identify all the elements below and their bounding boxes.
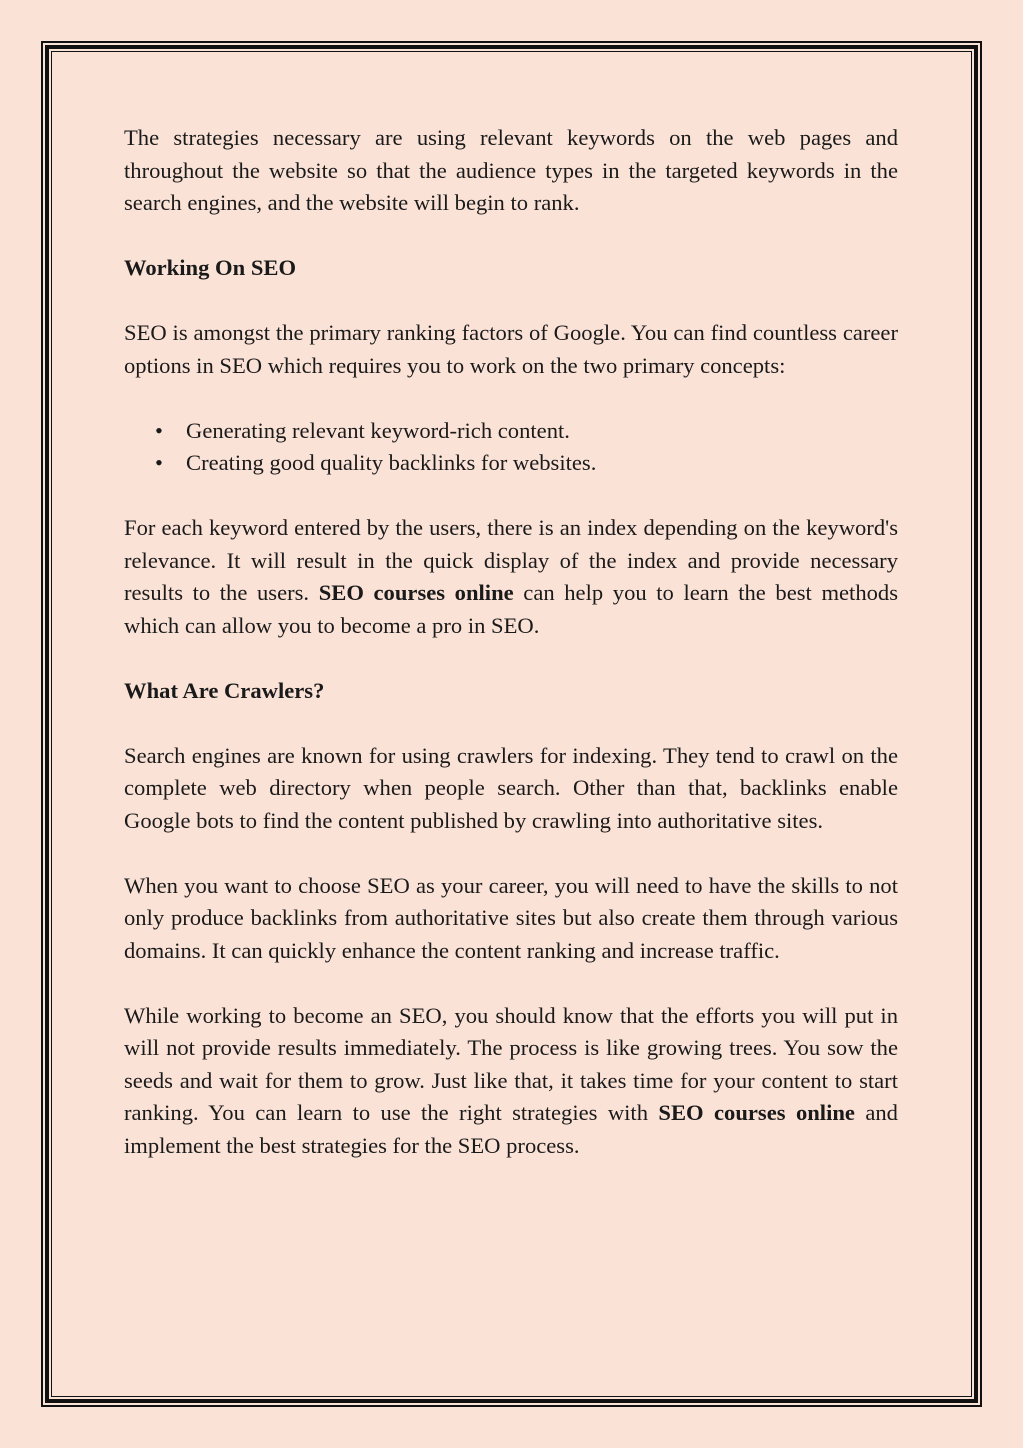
seo-courses-online-link: SEO courses online bbox=[318, 580, 514, 605]
paragraph-text: and implement the best strategies for the SEO process. bbox=[124, 1100, 898, 1158]
concepts-list bbox=[124, 415, 898, 480]
career-paragraph: When you want to choose SEO as your career, you will need to have the skills to not only produce backlinks from authoritative sites but also create them through various domains. It can quickly enhance the content ranking and increase traffic. bbox=[124, 872, 898, 963]
paragraph-text: While working to become an SEO, you should know that the efforts you will put in will not provide results immediately. The process is like growing trees. You sow the seeds and wait for them to grow. Just like that, it takes time for your content to start ranking. You can learn to use the right strategies with bbox=[124, 1002, 898, 1125]
list-item bbox=[155, 447, 898, 480]
seo-courses-online-link: SEO courses online bbox=[658, 1100, 855, 1125]
bullet-icon: • bbox=[155, 450, 163, 475]
heading-what-are-crawlers: What Are Crawlers? bbox=[124, 677, 325, 703]
efforts-paragraph bbox=[124, 1000, 898, 1163]
keyword-index-paragraph bbox=[124, 512, 898, 642]
paragraph-text: can help you to learn the best methods which can allow you to become a pro in SEO. bbox=[124, 580, 899, 638]
list-item-text: Generating relevant keyword-rich content. bbox=[186, 417, 570, 443]
paragraph-text: For each keyword entered by the users, there is an index depending on the keyword's relevance. It will result in the quick display of the index and provide necessary results to the users. bbox=[124, 515, 898, 605]
seo-paragraph: SEO is amongst the primary ranking factors of Google. You can find countless career options in SEO which requires you to work on the two primary concepts: bbox=[124, 320, 898, 378]
intro-paragraph: The strategies necessary are using relevant keywords on the web pages and throughout the website so that the audience types in the targeted keywords in the search engines, and the website will begin to rank. bbox=[124, 125, 898, 215]
list-item bbox=[155, 415, 898, 448]
document-body bbox=[124, 122, 898, 1195]
list-item-text: Creating good quality backlinks for websites. bbox=[186, 450, 597, 475]
bullet-icon: • bbox=[155, 417, 163, 443]
heading-working-on-seo: Working On SEO bbox=[124, 255, 297, 280]
crawlers-paragraph: Search engines are known for using crawlers for indexing. They tend to crawl on the complete web directory when people search. Other than that, backlinks enable Google bots to find the content published by crawling into authoritative sites. bbox=[124, 742, 898, 833]
